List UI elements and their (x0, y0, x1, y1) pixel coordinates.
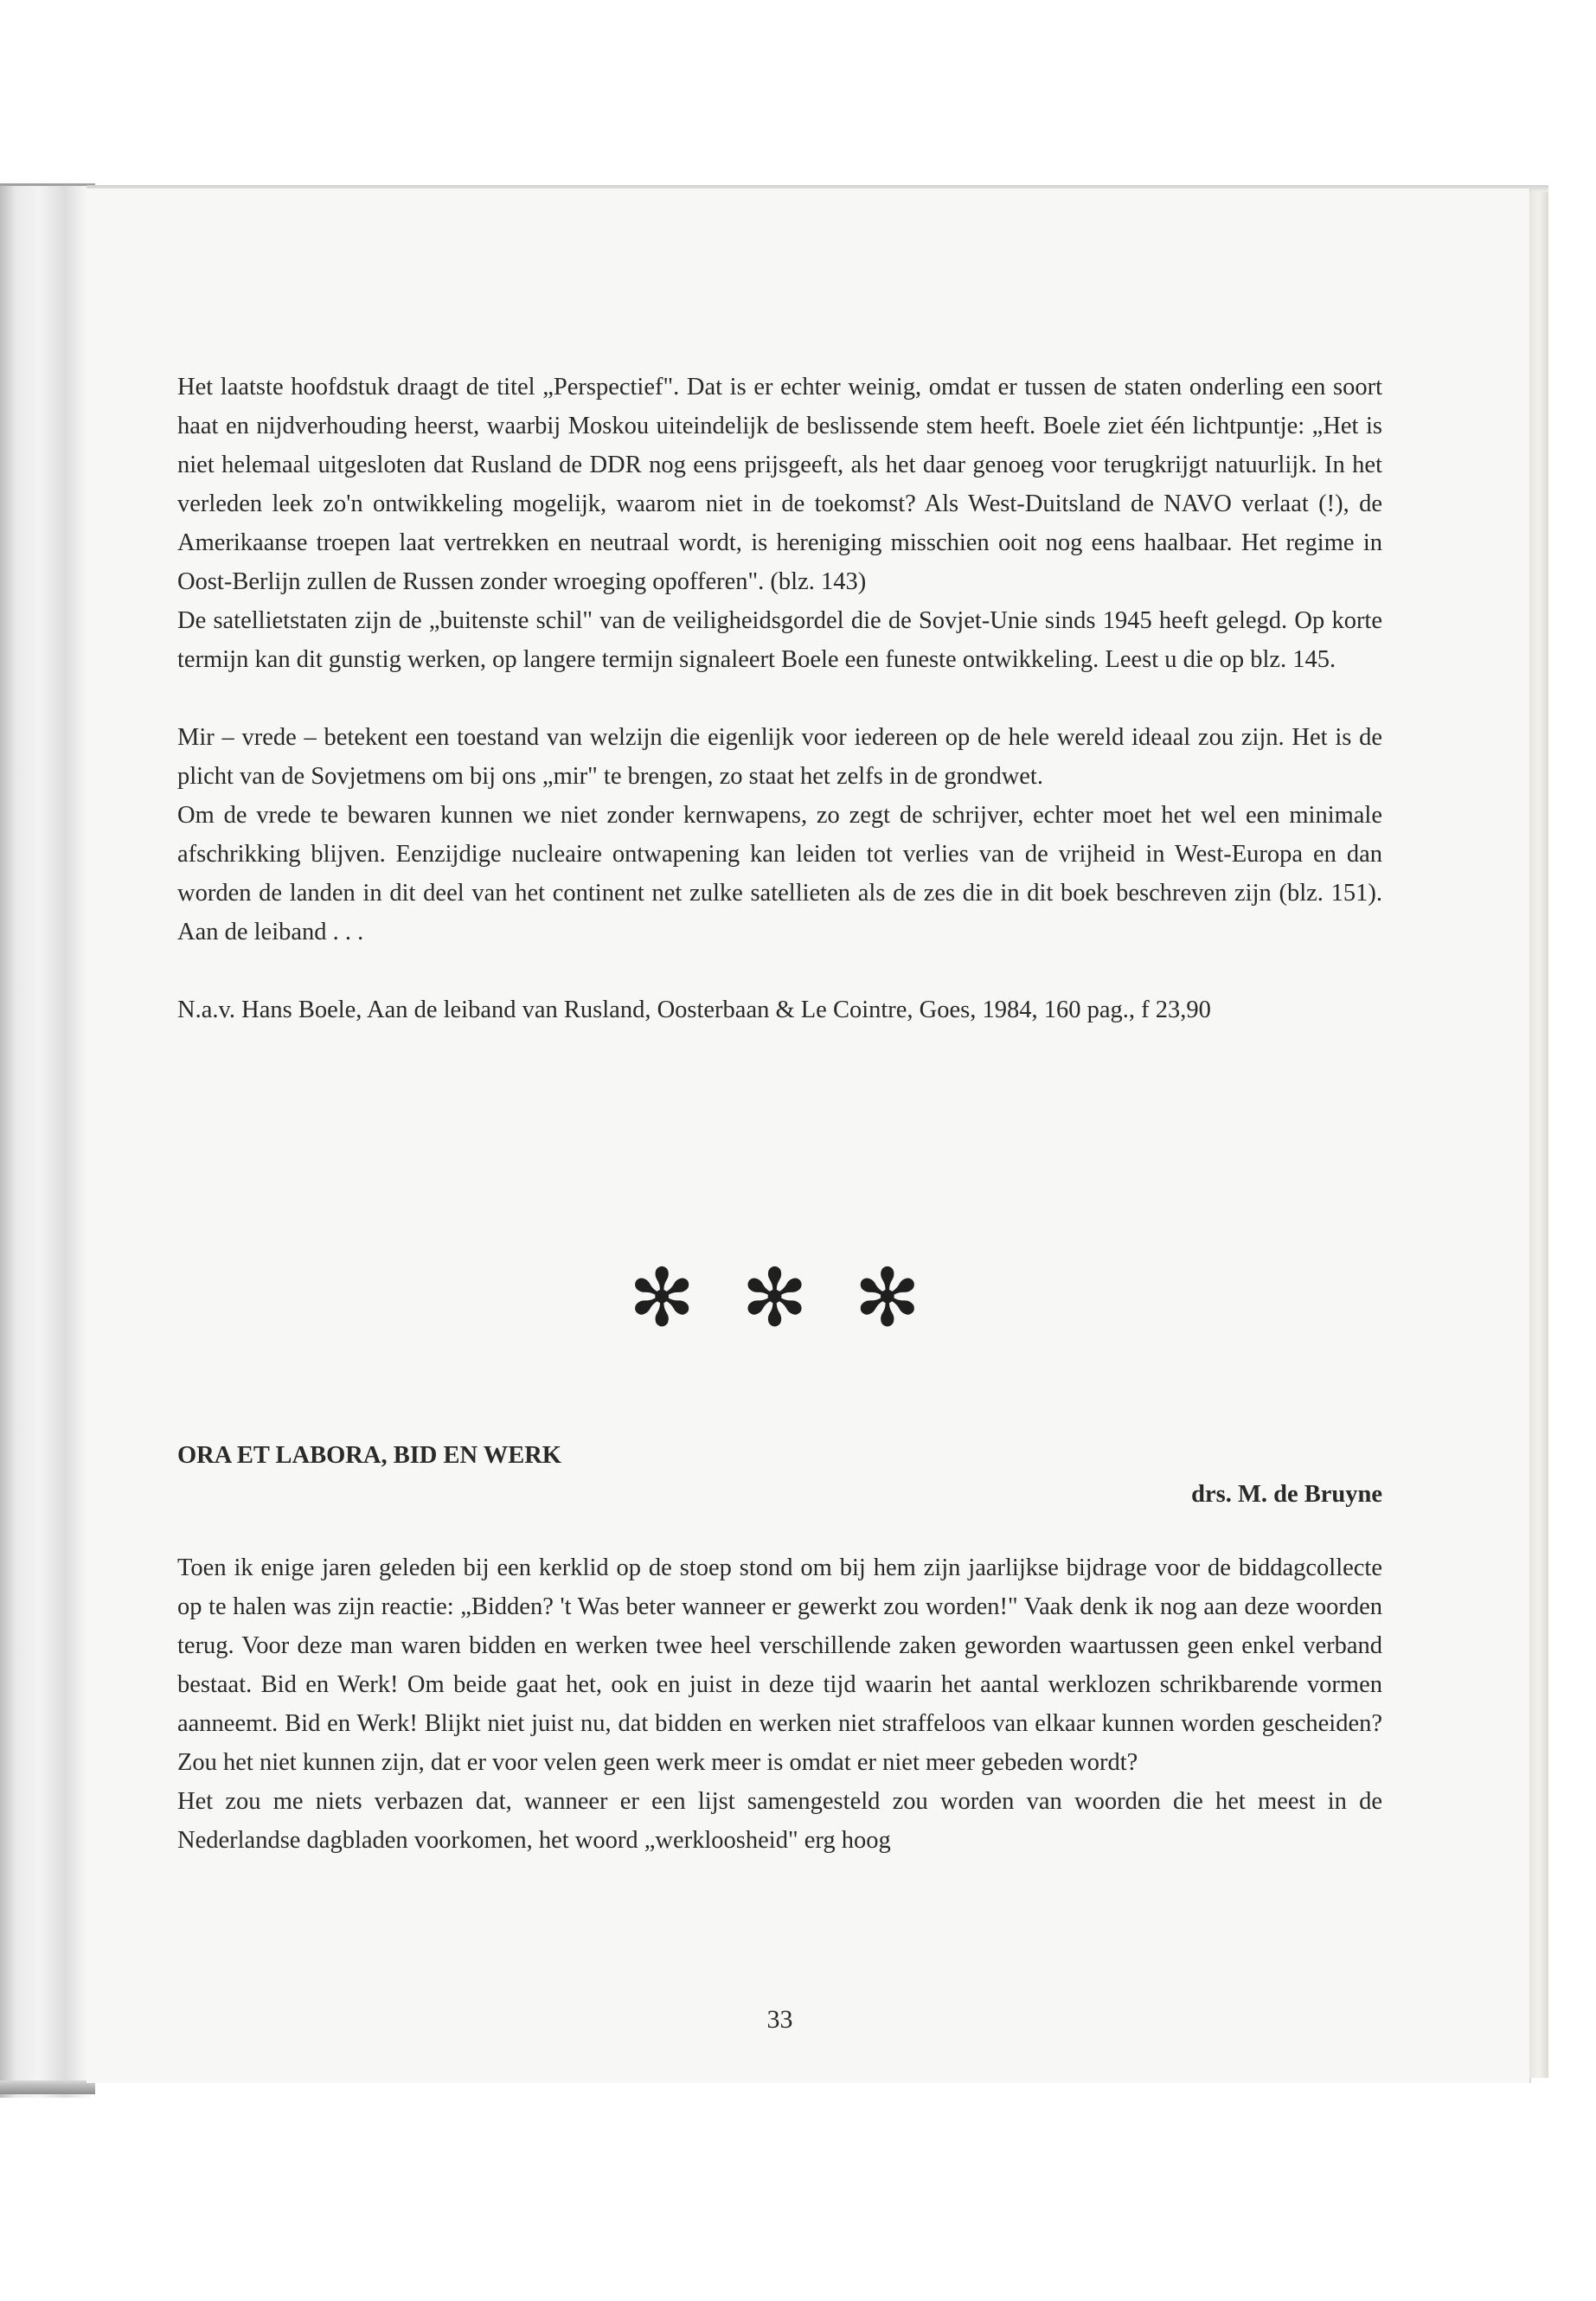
page-edge-right (1529, 192, 1548, 2078)
review-paragraph: Mir – vrede – betekent een toestand van welzijn die eigenlijk voor iedereen op de hele wereld ideaal zou zijn. Het is de plicht van de Sovjetmens om bij ons „mir" te brengen, zo staat het zelfs in de grondwet. (177, 724, 1382, 790)
section-separator: ✻ ✻ ✻ (628, 1252, 932, 1344)
page-number: 33 (766, 2005, 793, 2034)
review-text (177, 368, 1382, 1029)
review-paragraph: Het laatste hoofdstuk draagt de titel „Perspectief". Dat is er echter weinig, omdat er tussen de staten onderling een soort haat en nijdverhouding heerst, waarbij Moskou uiteindelijk de beslissende stem heeft. Boele ziet één lichtpuntje: „Het is niet helemaal uitgesloten dat Rusland de DDR nog eens prijsgeeft, als het daar genoeg voor terugkrijgt natuurlijk. In het verleden leek zo'n ontwikkeling mogelijk, waarom niet in de toekomst? Als West-Duitsland de NAVO verlaat (!), de Amerikaanse troepen laat vertrekken en neutraal wordt, is hereniging misschien ooit nog eens haalbaar. Het regime in Oost-Berlijn zullen de Russen zonder wroeging opofferen". (blz. 143) (177, 374, 1382, 595)
article-title: ORA ET LABORA, BID EN WERK (177, 1442, 561, 1469)
review-paragraph: Om de vrede te bewaren kunnen we niet zonder kernwapens, zo zegt de schrijver, echter moet het wel een minimale afschrikking blijven. Eenzijdige nucleaire ontwapening kan leiden tot verlies van de vrijheid in West-Europa en dan worden de landen in dit deel van het continent net zulke satellieten als de zes die in dit boek beschreven zijn (blz. 151). Aan de leiband . . . (177, 802, 1382, 945)
binding-bottom-shadow (0, 2080, 95, 2094)
article-paragraph: Het zou me niets verbazen dat, wanneer er een lijst samengesteld zou worden van woorden die het meest in de Nederlandse dagbladen voorkomen, het woord „werkloosheid" erg hoog (177, 1788, 1382, 1854)
article-text (177, 1548, 1382, 1860)
article-author: drs. M. de Bruyne (1191, 1481, 1382, 1508)
article-paragraph: Toen ik enige jaren geleden bij een kerklid op de stoep stond om bij hem zijn jaarlijkse bijdrage voor de biddagcollecte op te halen was zijn reactie: „Bidden? 't Was beter wanneer er gewerkt zou worden!" Vaak denk ik nog aan deze woorden terug. Voor deze man waren bidden en werken twee heel verschillende zaken geworden waartussen geen enkel verband bestaat. Bid en Werk! Om beide gaat het, ook en juist in deze tijd waarin het aantal werklozen schrikbarende vormen aanneemt. Bid en Werk! Blijkt niet juist nu, dat bidden en werken niet straffeloos van elkaar kunnen worden gescheiden? Zou het niet kunnen zijn, dat er voor velen geen werk meer is omdat er niet meer gebeden wordt? (177, 1554, 1382, 1776)
book-reference: N.a.v. Hans Boele, Aan de leiband van Rusland, Oosterbaan & Le Cointre, Goes, 1984, 160 pag., f 23,90 (177, 997, 1211, 1023)
review-paragraph: De satellietstaten zijn de „buitenste schil" van de veiligheidsgordel die de Sovjet-Unie sinds 1945 heeft gelegd. Op korte termijn kan dit gunstig werken, op langere termijn signaleert Boele een funeste ontwikkeling. Leest u die op blz. 145. (177, 607, 1382, 673)
book-binding (0, 186, 91, 2098)
